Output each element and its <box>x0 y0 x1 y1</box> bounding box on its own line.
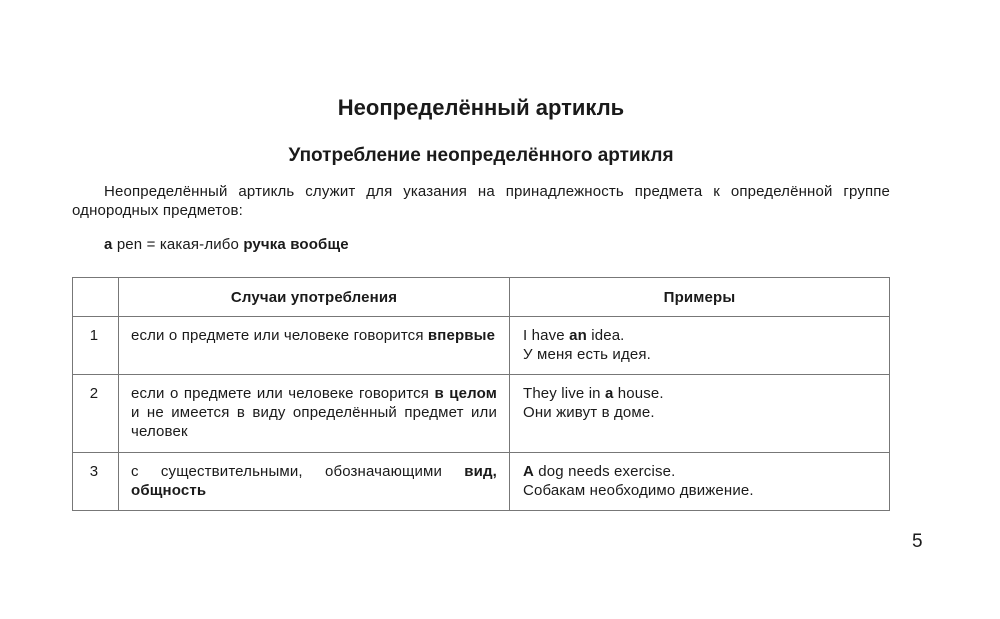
page-title: Неопределённый артикль <box>337 95 625 120</box>
example-russian: У меня есть идея. <box>523 346 651 363</box>
example-english: I have an idea. <box>523 327 625 344</box>
case-text: если о предмете или человеке говорится <box>131 327 428 344</box>
example-english: They live in a house. <box>523 385 664 402</box>
row-number: 3 <box>73 453 119 511</box>
row-number: 1 <box>73 317 119 375</box>
intro-paragraph: Неопределённый артикль служит для указания на принадлежность предмета к определённой группе однородных предметов: <box>72 183 890 219</box>
example-article-highlight: an <box>569 327 587 344</box>
case-description <box>119 375 510 453</box>
example-cell <box>510 453 890 511</box>
header-number <box>73 278 119 317</box>
page-number: 5 <box>912 531 923 552</box>
example-cell <box>510 375 890 453</box>
example-article: a <box>104 236 113 253</box>
usage-table <box>72 277 890 511</box>
table-row <box>73 317 890 375</box>
case-description <box>119 317 510 375</box>
example-word: pen = какая-либо <box>112 236 244 253</box>
example-russian: Собакам необходимо движение. <box>523 482 754 499</box>
section-subtitle: Употребление неопределённого артикля <box>288 145 674 166</box>
row-number: 2 <box>73 375 119 453</box>
case-keyword: в целом <box>434 385 497 402</box>
case-text: с существительными, обозначающими <box>131 463 465 480</box>
table-header-row <box>73 278 890 317</box>
table-row <box>73 453 890 511</box>
header-cases: Случаи употребления <box>119 278 510 317</box>
case-text-rest: и не имеется в виду определённый предмет или человек <box>131 404 497 440</box>
article-example <box>104 236 349 253</box>
case-text: если о предмете или человеке говорится <box>131 385 435 402</box>
case-keyword: вид, общность <box>131 463 497 499</box>
example-article-highlight: a <box>604 385 614 402</box>
example-russian: Они живут в доме. <box>523 404 655 421</box>
example-cell <box>510 317 890 375</box>
header-examples: Примеры <box>510 278 890 317</box>
example-article-highlight: A <box>523 463 534 480</box>
example-meaning: ручка вообще <box>243 236 349 253</box>
case-keyword: впервые <box>427 327 496 344</box>
case-description <box>119 453 510 511</box>
example-english: A dog needs exercise. <box>523 463 676 480</box>
table-row <box>73 375 890 453</box>
